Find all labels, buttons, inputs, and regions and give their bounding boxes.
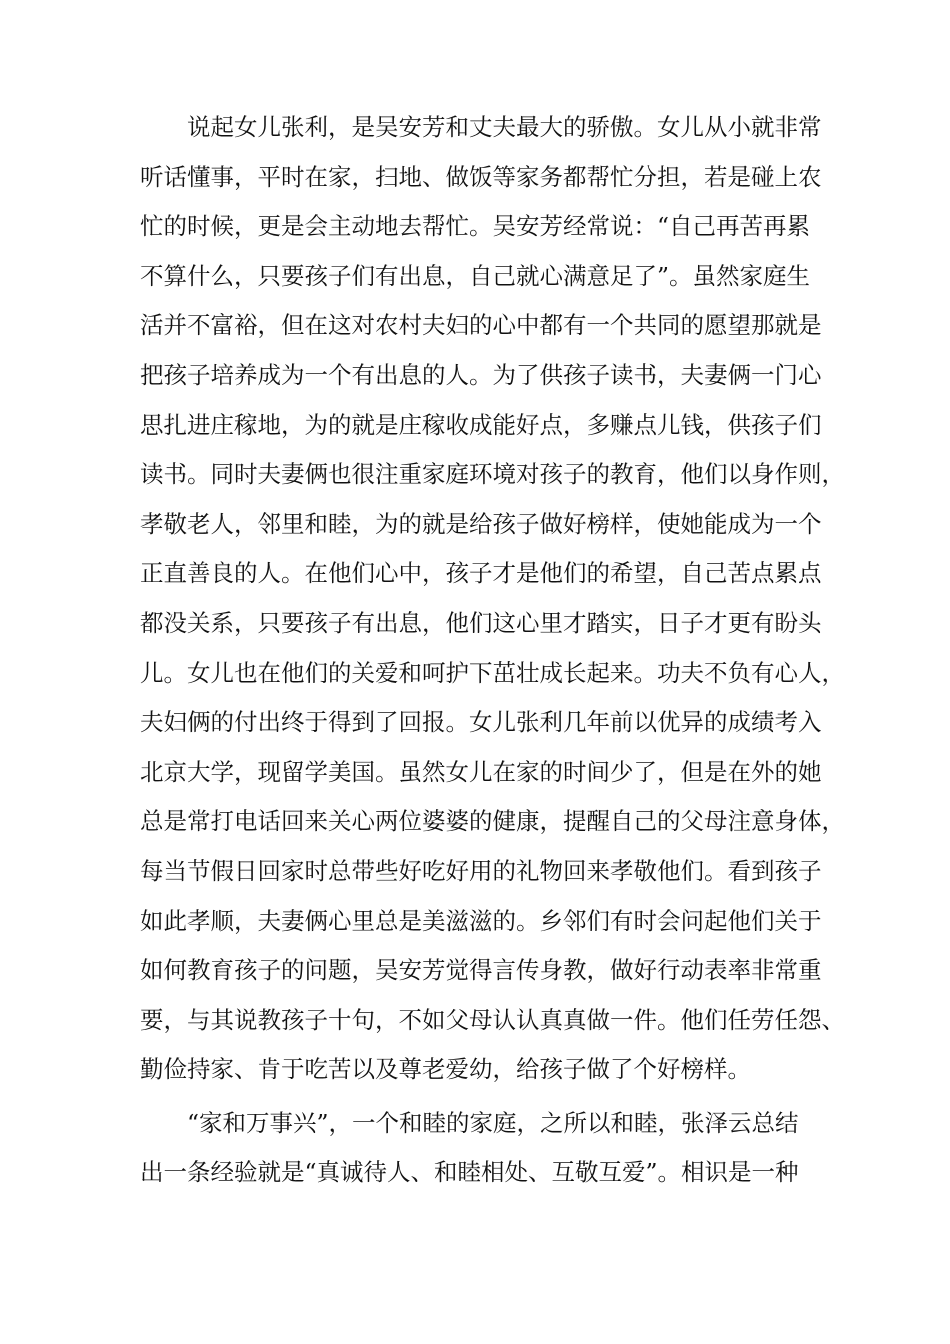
text-line: 说起女儿张利，是吴安芳和丈夫最大的骄傲。女儿从小就非常 bbox=[187, 113, 822, 141]
article-body bbox=[140, 103, 845, 1202]
text-line: 听话懂事，平时在家，扫地、做饭等家务都帮忙分担，若是碰上农 bbox=[140, 162, 822, 191]
text-line: 正直善良的人。在他们心中，孩子才是他们的希望，自己苦点累点 bbox=[140, 559, 822, 588]
text-line: 如此孝顺，夫妻俩心里总是美滋滋的。乡邻们有时会问起他们关于 bbox=[140, 906, 822, 935]
text-line: 儿。女儿也在他们的关爱和呵护下茁壮成长起来。功夫不负有心人， bbox=[140, 658, 845, 687]
text-line: 北京大学，现留学美国。虽然女儿在家的时间少了，但是在外的她 bbox=[140, 757, 822, 786]
text-line: 忙的时候，更是会主动地去帮忙。吴安芳经常说：“自己再苦再累 bbox=[140, 212, 811, 241]
paragraph-family-harmony bbox=[140, 1099, 830, 1198]
text-line: 不算什么，只要孩子们有出息，自己就心满意足了”。虽然家庭生 bbox=[140, 261, 811, 290]
text-line: 孝敬老人，邻里和睦，为的就是给孩子做好榜样，使她能成为一个 bbox=[140, 509, 822, 538]
text-line: 都没关系，只要孩子有出息，他们这心里才踏实，日子才更有盼头 bbox=[140, 608, 822, 637]
text-line: 总是常打电话回来关心两位婆婆的健康，提醒自己的父母注意身体， bbox=[140, 807, 845, 836]
text-line: 要，与其说教孩子十句，不如父母认认真真做一件。他们任劳任怨、 bbox=[140, 1005, 845, 1034]
text-line: 出一条经验就是“真诚待人、和睦相处、互敬互爱”。相识是一种 bbox=[140, 1158, 799, 1187]
paragraph-daughter bbox=[140, 103, 845, 1095]
text-line: 如何教育孩子的问题，吴安芳觉得言传身教，做好行动表率非常重 bbox=[140, 956, 822, 985]
text-line: “家和万事兴”，一个和睦的家庭，之所以和睦，张泽云总结 bbox=[187, 1108, 799, 1137]
text-line: 勤俭持家、肯于吃苦以及尊老爱幼，给孩子做了个好榜样。 bbox=[140, 1055, 751, 1084]
text-line: 每当节假日回家时总带些好吃好用的礼物回来孝敬他们。看到孩子 bbox=[140, 856, 822, 885]
text-line: 思扎进庄稼地，为的就是庄稼收成能好点，多赚点儿钱，供孩子们 bbox=[140, 410, 822, 439]
text-line: 夫妇俩的付出终于得到了回报。女儿张利几年前以优异的成绩考入 bbox=[140, 708, 822, 737]
text-line: 读书。同时夫妻俩也很注重家庭环境对孩子的教育，他们以身作则， bbox=[140, 460, 845, 489]
text-line: 把孩子培养成为一个有出息的人。为了供孩子读书，夫妻俩一门心 bbox=[140, 360, 822, 389]
text-line: 活并不富裕，但在这对农村夫妇的心中都有一个共同的愿望那就是 bbox=[140, 311, 822, 340]
